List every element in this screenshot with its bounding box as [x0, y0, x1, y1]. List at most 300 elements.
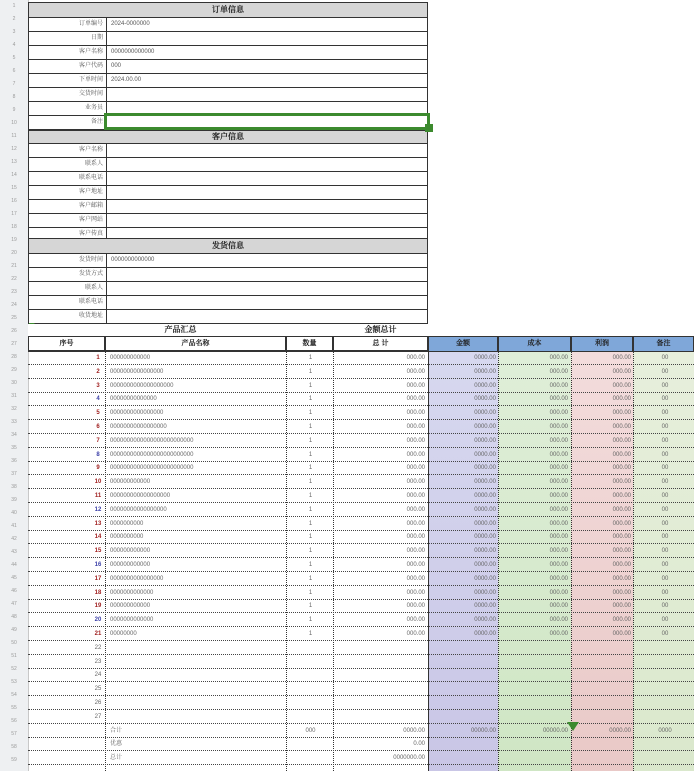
- cell-note[interactable]: 00: [661, 382, 669, 389]
- cell-cost[interactable]: 000.00: [549, 520, 568, 527]
- row-number[interactable]: 21: [11, 263, 17, 269]
- cell-no[interactable]: 23: [94, 658, 102, 665]
- cell-qty[interactable]: 1: [308, 589, 313, 596]
- field-value[interactable]: 2024.00.00: [111, 77, 142, 83]
- cell-cost[interactable]: 000.00: [549, 617, 568, 624]
- cell-qty[interactable]: 1: [308, 382, 313, 389]
- cell-price[interactable]: 000.00: [406, 631, 425, 637]
- cell-qty[interactable]: [288, 697, 333, 709]
- cell-price[interactable]: 0000.00: [403, 727, 425, 734]
- row-number[interactable]: 1: [12, 3, 16, 9]
- cell-amount[interactable]: 0000.00: [474, 465, 496, 472]
- row-number[interactable]: 25: [11, 315, 17, 321]
- cell-no[interactable]: 15: [94, 548, 102, 555]
- cell-name[interactable]: 000000000000: [110, 355, 151, 361]
- cell-name[interactable]: 000000000000: [110, 603, 151, 610]
- cell-amount[interactable]: 0000.00: [474, 548, 496, 555]
- row-number[interactable]: 53: [11, 679, 17, 685]
- cell-price[interactable]: [335, 669, 425, 681]
- cell-no[interactable]: 1: [96, 355, 100, 361]
- row-number[interactable]: 4: [12, 42, 16, 48]
- cell-note[interactable]: 00: [661, 617, 669, 624]
- row-number[interactable]: 24: [11, 302, 17, 308]
- cell-no[interactable]: 4: [96, 396, 100, 403]
- row-number[interactable]: 6: [12, 68, 16, 74]
- cell-name[interactable]: 0000000000000000: [110, 368, 164, 375]
- row-number[interactable]: 46: [11, 588, 17, 594]
- cell-no[interactable]: 19: [94, 603, 102, 610]
- cell-profit[interactable]: 000.00: [612, 506, 631, 513]
- cell-no[interactable]: 27: [94, 713, 102, 720]
- row-number[interactable]: 59: [11, 757, 17, 763]
- cell-cost[interactable]: [500, 697, 568, 709]
- cell-cost[interactable]: 000.00: [549, 548, 568, 555]
- cell-no[interactable]: 24: [94, 672, 102, 679]
- row-number[interactable]: 33: [11, 419, 17, 425]
- row-number[interactable]: 32: [11, 406, 17, 412]
- cell-cost[interactable]: [500, 752, 568, 764]
- cell-profit[interactable]: 000.00: [612, 534, 631, 541]
- row-number[interactable]: 49: [11, 627, 17, 633]
- cell-name[interactable]: 0000000000000000000000000: [110, 465, 194, 472]
- cell-note[interactable]: 00: [661, 355, 669, 361]
- cell-price[interactable]: 000.00: [406, 465, 425, 472]
- cell-name[interactable]: 00000000000000000: [110, 506, 167, 513]
- row-number[interactable]: 23: [11, 289, 17, 295]
- cell-no[interactable]: 6: [96, 424, 100, 430]
- cell-name[interactable]: [110, 683, 290, 695]
- row-number[interactable]: 48: [11, 614, 17, 620]
- cell-profit[interactable]: [573, 697, 631, 709]
- row-number[interactable]: 27: [11, 341, 17, 347]
- cell-qty[interactable]: [288, 738, 333, 750]
- cell-note[interactable]: 00: [661, 506, 669, 513]
- cell-note[interactable]: 00: [661, 479, 669, 486]
- cell-price[interactable]: 000.00: [406, 617, 425, 624]
- cell-note[interactable]: 00: [661, 451, 669, 458]
- row-number[interactable]: 50: [11, 640, 17, 646]
- cell-no[interactable]: 3: [96, 382, 100, 389]
- cell-qty[interactable]: 1: [308, 534, 313, 541]
- active-cell-selection[interactable]: [104, 113, 430, 130]
- cell-profit[interactable]: 000.00: [612, 520, 631, 527]
- cell-price[interactable]: 000.00: [406, 506, 425, 513]
- cell-price[interactable]: 0.00: [413, 741, 425, 748]
- cell-cost[interactable]: 000.00: [549, 368, 568, 375]
- cell-amount[interactable]: 0000.00: [474, 589, 496, 596]
- cell-price[interactable]: 000.00: [406, 520, 425, 527]
- field-value[interactable]: 0000000000000: [111, 257, 155, 263]
- cell-amount[interactable]: 0000.00: [474, 368, 496, 375]
- cell-qty[interactable]: [288, 656, 333, 668]
- cell-cost[interactable]: 000.00: [549, 493, 568, 499]
- cell-profit[interactable]: 000.00: [612, 631, 631, 637]
- cell-price[interactable]: 000.00: [406, 548, 425, 555]
- row-number[interactable]: 30: [11, 380, 17, 386]
- cell-profit[interactable]: 000.00: [612, 382, 631, 389]
- cell-amount[interactable]: [430, 697, 496, 709]
- cell-name[interactable]: [110, 697, 290, 709]
- cell-note[interactable]: [638, 752, 692, 764]
- cell-cost[interactable]: 000.00: [549, 589, 568, 596]
- fill-handle[interactable]: [425, 124, 433, 132]
- cell-note[interactable]: [638, 642, 692, 654]
- cell-cost[interactable]: 000.00: [549, 506, 568, 513]
- cell-qty[interactable]: 1: [308, 355, 313, 361]
- row-number[interactable]: 22: [11, 276, 17, 282]
- cell-name[interactable]: [110, 711, 290, 723]
- row-number[interactable]: 55: [11, 705, 17, 711]
- cell-qty[interactable]: 1: [308, 479, 313, 486]
- cell-profit[interactable]: 000.00: [612, 355, 631, 361]
- cell-note[interactable]: 0000: [658, 727, 672, 734]
- cell-name[interactable]: 0000000000: [110, 534, 144, 541]
- cell-price[interactable]: 000.00: [406, 355, 425, 361]
- cell-cost[interactable]: 000.00: [549, 424, 568, 430]
- cell-profit[interactable]: 000.00: [612, 479, 631, 486]
- cell-name[interactable]: [110, 656, 290, 668]
- cell-profit[interactable]: 000.00: [612, 396, 631, 403]
- row-number[interactable]: 7: [12, 81, 16, 87]
- cell-note[interactable]: 00: [661, 437, 669, 444]
- cell-amount[interactable]: 0000.00: [474, 382, 496, 389]
- cell-cost[interactable]: 000.00: [549, 396, 568, 403]
- row-number[interactable]: 3: [12, 29, 16, 35]
- row-number[interactable]: 16: [11, 198, 17, 204]
- cell-profit[interactable]: [573, 669, 631, 681]
- cell-profit[interactable]: [573, 711, 631, 723]
- cell-amount[interactable]: 0000.00: [474, 410, 496, 417]
- cell-profit[interactable]: 000.00: [612, 575, 631, 582]
- row-number[interactable]: 8: [12, 94, 16, 100]
- row-number[interactable]: 28: [11, 354, 17, 360]
- cell-profit[interactable]: [573, 642, 631, 654]
- cell-price[interactable]: 000.00: [406, 493, 425, 499]
- cell-cost[interactable]: 000.00: [549, 451, 568, 458]
- cell-profit[interactable]: 000.00: [612, 451, 631, 458]
- cell-cost[interactable]: 000.00: [549, 562, 568, 568]
- row-number[interactable]: 20: [11, 250, 17, 256]
- cell-no[interactable]: 17: [94, 575, 102, 582]
- cell-cost[interactable]: 000.00: [549, 631, 568, 637]
- cell-profit[interactable]: 000.00: [612, 437, 631, 444]
- cell-note[interactable]: 00: [661, 465, 669, 472]
- cell-note[interactable]: 00: [661, 368, 669, 375]
- cell-note[interactable]: [638, 697, 692, 709]
- cell-price[interactable]: 0000000.00: [393, 755, 425, 762]
- cell-name[interactable]: 000000000000000000: [110, 493, 171, 499]
- cell-price[interactable]: 000.00: [406, 437, 425, 444]
- cell-amount[interactable]: 00000.00: [470, 727, 496, 734]
- cell-note[interactable]: [638, 656, 692, 668]
- cell-qty[interactable]: [288, 752, 333, 764]
- cell-profit[interactable]: 000.00: [612, 548, 631, 555]
- row-number[interactable]: 47: [11, 601, 17, 607]
- cell-no[interactable]: 12: [94, 506, 102, 513]
- cell-cost[interactable]: [500, 642, 568, 654]
- cell-name[interactable]: 0000000000000: [110, 617, 154, 624]
- cell-qty[interactable]: 1: [308, 617, 313, 624]
- cell-name[interactable]: 000000000000: [110, 479, 151, 486]
- cell-note[interactable]: 00: [661, 589, 669, 596]
- cell-name[interactable]: 优惠: [110, 741, 123, 748]
- cell-cost[interactable]: [500, 711, 568, 723]
- cell-profit[interactable]: 000.00: [612, 589, 631, 596]
- cell-note[interactable]: [638, 711, 692, 723]
- cell-price[interactable]: 000.00: [406, 562, 425, 568]
- row-number[interactable]: 42: [11, 536, 17, 542]
- cell-price[interactable]: [335, 656, 425, 668]
- cell-note[interactable]: 00: [661, 410, 669, 417]
- cell-qty[interactable]: [288, 711, 333, 723]
- row-number[interactable]: 17: [11, 211, 17, 217]
- cell-cost[interactable]: 00000.00: [542, 727, 568, 734]
- cell-cost[interactable]: 000.00: [549, 355, 568, 361]
- cell-note[interactable]: 00: [661, 575, 669, 582]
- cell-note[interactable]: 00: [661, 493, 669, 499]
- row-number[interactable]: 13: [11, 159, 17, 165]
- row-number[interactable]: 43: [11, 549, 17, 555]
- cell-qty[interactable]: 1: [308, 410, 313, 417]
- cell-no[interactable]: 7: [96, 437, 100, 444]
- cell-profit[interactable]: [573, 752, 631, 764]
- cell-amount[interactable]: 0000.00: [474, 451, 496, 458]
- row-number[interactable]: 51: [11, 653, 17, 659]
- cell-qty[interactable]: 1: [308, 396, 313, 403]
- cell-cost[interactable]: 000.00: [549, 437, 568, 444]
- row-number[interactable]: 41: [11, 523, 17, 529]
- row-number[interactable]: 10: [11, 120, 17, 126]
- cell-cost[interactable]: 000.00: [549, 575, 568, 582]
- cell-no[interactable]: 20: [94, 617, 102, 624]
- cell-price[interactable]: [335, 642, 425, 654]
- cell-note[interactable]: [638, 669, 692, 681]
- cell-name[interactable]: 0000000000000: [110, 589, 154, 596]
- cell-amount[interactable]: 0000.00: [474, 493, 496, 499]
- cell-amount[interactable]: 0000.00: [474, 437, 496, 444]
- cell-note[interactable]: 00: [661, 562, 669, 568]
- cell-name[interactable]: 00000000: [110, 631, 137, 637]
- cell-amount[interactable]: 0000.00: [474, 575, 496, 582]
- cell-qty[interactable]: 1: [308, 493, 313, 499]
- cell-amount[interactable]: [430, 669, 496, 681]
- cell-amount[interactable]: 0000.00: [474, 396, 496, 403]
- cell-profit[interactable]: 0000.00: [609, 727, 631, 734]
- cell-amount[interactable]: 0000.00: [474, 603, 496, 610]
- cell-note[interactable]: 00: [661, 631, 669, 637]
- cell-amount[interactable]: 0000.00: [474, 355, 496, 361]
- cell-amount[interactable]: 0000.00: [474, 617, 496, 624]
- row-number[interactable]: 35: [11, 445, 17, 451]
- cell-amount[interactable]: [430, 656, 496, 668]
- cell-no[interactable]: 22: [94, 644, 102, 651]
- row-number[interactable]: 44: [11, 562, 17, 568]
- cell-qty[interactable]: 1: [308, 603, 313, 610]
- cell-note[interactable]: [638, 738, 692, 750]
- row-number[interactable]: 52: [11, 666, 17, 672]
- cell-cost[interactable]: [500, 656, 568, 668]
- cell-qty[interactable]: 1: [308, 465, 313, 472]
- row-number[interactable]: 2: [12, 16, 16, 22]
- cell-profit[interactable]: 000.00: [612, 493, 631, 499]
- cell-amount[interactable]: [430, 738, 496, 750]
- cell-qty[interactable]: 1: [308, 575, 313, 582]
- cell-no[interactable]: 13: [94, 520, 102, 527]
- cell-note[interactable]: 00: [661, 396, 669, 403]
- row-number[interactable]: 9: [12, 107, 16, 113]
- cell-amount[interactable]: 0000.00: [474, 562, 496, 568]
- cell-name[interactable]: 0000000000000000: [110, 410, 164, 417]
- cell-profit[interactable]: 000.00: [612, 562, 631, 568]
- row-number[interactable]: 15: [11, 185, 17, 191]
- cell-cost[interactable]: 000.00: [549, 603, 568, 610]
- cell-amount[interactable]: 0000.00: [474, 424, 496, 430]
- cell-profit[interactable]: 000.00: [612, 603, 631, 610]
- cell-note[interactable]: 00: [661, 534, 669, 541]
- cell-price[interactable]: [335, 683, 425, 695]
- cell-profit[interactable]: 000.00: [612, 368, 631, 375]
- cell-profit[interactable]: 000.00: [612, 410, 631, 417]
- cell-profit[interactable]: 000.00: [612, 465, 631, 472]
- cell-amount[interactable]: 0000.00: [474, 631, 496, 637]
- cell-qty[interactable]: 1: [308, 506, 313, 513]
- cell-no[interactable]: 25: [94, 686, 102, 693]
- cell-amount[interactable]: [430, 752, 496, 764]
- field-value[interactable]: 000: [111, 63, 122, 69]
- cell-name[interactable]: 0000000000000000000000000: [110, 437, 194, 444]
- row-number[interactable]: 26: [11, 328, 17, 334]
- cell-price[interactable]: [335, 697, 425, 709]
- row-number[interactable]: 34: [11, 432, 17, 438]
- cell-cost[interactable]: [500, 738, 568, 750]
- row-number[interactable]: 29: [11, 367, 17, 373]
- cell-name[interactable]: 000000000000: [110, 562, 151, 568]
- row-number[interactable]: 58: [11, 744, 17, 750]
- cell-price[interactable]: 000.00: [406, 382, 425, 389]
- cell-price[interactable]: 000.00: [406, 534, 425, 541]
- row-number[interactable]: 45: [11, 575, 17, 581]
- cell-amount[interactable]: 0000.00: [474, 520, 496, 527]
- cell-cost[interactable]: 000.00: [549, 382, 568, 389]
- cell-no[interactable]: 21: [94, 631, 102, 637]
- cell-name[interactable]: [110, 642, 290, 654]
- cell-amount[interactable]: 0000.00: [474, 479, 496, 486]
- cell-cost[interactable]: 000.00: [549, 410, 568, 417]
- cell-qty[interactable]: 1: [308, 437, 313, 444]
- cell-name[interactable]: 00000000000000000: [110, 424, 167, 430]
- cell-profit[interactable]: [573, 656, 631, 668]
- cell-no[interactable]: 14: [94, 534, 102, 541]
- cell-name[interactable]: [110, 669, 290, 681]
- cell-cost[interactable]: 000.00: [549, 534, 568, 541]
- cell-name[interactable]: 0000000000: [110, 520, 144, 527]
- row-number[interactable]: 40: [11, 510, 17, 516]
- cell-amount[interactable]: [430, 683, 496, 695]
- cell-amount[interactable]: [430, 711, 496, 723]
- cell-cost[interactable]: [500, 683, 568, 695]
- cell-no[interactable]: 5: [96, 410, 100, 417]
- cell-no[interactable]: 10: [94, 479, 102, 486]
- row-number[interactable]: 56: [11, 718, 17, 724]
- row-number[interactable]: 19: [11, 237, 17, 243]
- cell-profit[interactable]: 000.00: [612, 617, 631, 624]
- row-number[interactable]: 18: [11, 224, 17, 230]
- cell-price[interactable]: 000.00: [406, 451, 425, 458]
- cell-no[interactable]: 16: [94, 562, 102, 568]
- cell-note[interactable]: 00: [661, 603, 669, 610]
- cell-price[interactable]: 000.00: [406, 410, 425, 417]
- cell-qty[interactable]: [288, 642, 333, 654]
- cell-cost[interactable]: 000.00: [549, 479, 568, 486]
- row-number[interactable]: 37: [11, 471, 17, 477]
- cell-no[interactable]: 11: [94, 493, 102, 499]
- row-number[interactable]: 5: [12, 55, 16, 61]
- cell-price[interactable]: 000.00: [406, 479, 425, 486]
- cell-qty[interactable]: 1: [308, 548, 313, 555]
- cell-qty[interactable]: 1: [308, 451, 313, 458]
- cell-amount[interactable]: [430, 642, 496, 654]
- cell-profit[interactable]: [573, 683, 631, 695]
- row-number[interactable]: 38: [11, 484, 17, 490]
- row-number[interactable]: 39: [11, 497, 17, 503]
- cell-price[interactable]: 000.00: [406, 396, 425, 403]
- cell-price[interactable]: 000.00: [406, 575, 425, 582]
- cell-no[interactable]: 26: [94, 700, 102, 706]
- cell-qty[interactable]: 1: [308, 631, 313, 637]
- cell-name[interactable]: 合计: [110, 727, 123, 734]
- cell-note[interactable]: 00: [661, 548, 669, 555]
- cell-price[interactable]: 000.00: [406, 424, 425, 430]
- cell-profit[interactable]: 000.00: [612, 424, 631, 430]
- cell-no[interactable]: 18: [94, 589, 102, 596]
- field-value[interactable]: 2024-0000000: [111, 21, 150, 27]
- row-number[interactable]: 57: [11, 731, 17, 737]
- cell-name[interactable]: 0000000000000000000000000: [110, 451, 194, 458]
- row-number[interactable]: 36: [11, 458, 17, 464]
- row-number[interactable]: 12: [11, 146, 17, 152]
- cell-price[interactable]: 000.00: [406, 603, 425, 610]
- field-value[interactable]: 0000000000000: [111, 49, 155, 55]
- cell-name[interactable]: 0000000000000000000: [110, 382, 174, 389]
- cell-amount[interactable]: 0000.00: [474, 534, 496, 541]
- cell-no[interactable]: 2: [96, 368, 100, 375]
- cell-qty[interactable]: 1: [308, 520, 313, 527]
- cell-no[interactable]: 8: [96, 451, 100, 458]
- cell-price[interactable]: [335, 711, 425, 723]
- cell-name[interactable]: 000000000000: [110, 548, 151, 555]
- row-number[interactable]: 31: [11, 393, 17, 399]
- cell-qty[interactable]: [288, 683, 333, 695]
- cell-price[interactable]: 000.00: [406, 589, 425, 596]
- cell-no[interactable]: 9: [96, 465, 100, 472]
- cell-profit[interactable]: [573, 738, 631, 750]
- cell-qty[interactable]: 000: [305, 727, 316, 734]
- cell-qty[interactable]: 1: [308, 368, 313, 375]
- row-number[interactable]: 54: [11, 692, 17, 698]
- cell-note[interactable]: 00: [661, 424, 669, 430]
- cell-qty[interactable]: 1: [308, 562, 313, 568]
- cell-amount[interactable]: 0000.00: [474, 506, 496, 513]
- cell-note[interactable]: [638, 683, 692, 695]
- cell-cost[interactable]: [500, 669, 568, 681]
- cell-cost[interactable]: 000.00: [549, 465, 568, 472]
- cell-name[interactable]: 总计: [110, 755, 123, 762]
- cell-note[interactable]: 00: [661, 520, 669, 527]
- cell-name[interactable]: 00000000000000: [110, 396, 157, 403]
- cell-qty[interactable]: [288, 669, 333, 681]
- cell-name[interactable]: 0000000000000000: [110, 575, 164, 582]
- cell-price[interactable]: 000.00: [406, 368, 425, 375]
